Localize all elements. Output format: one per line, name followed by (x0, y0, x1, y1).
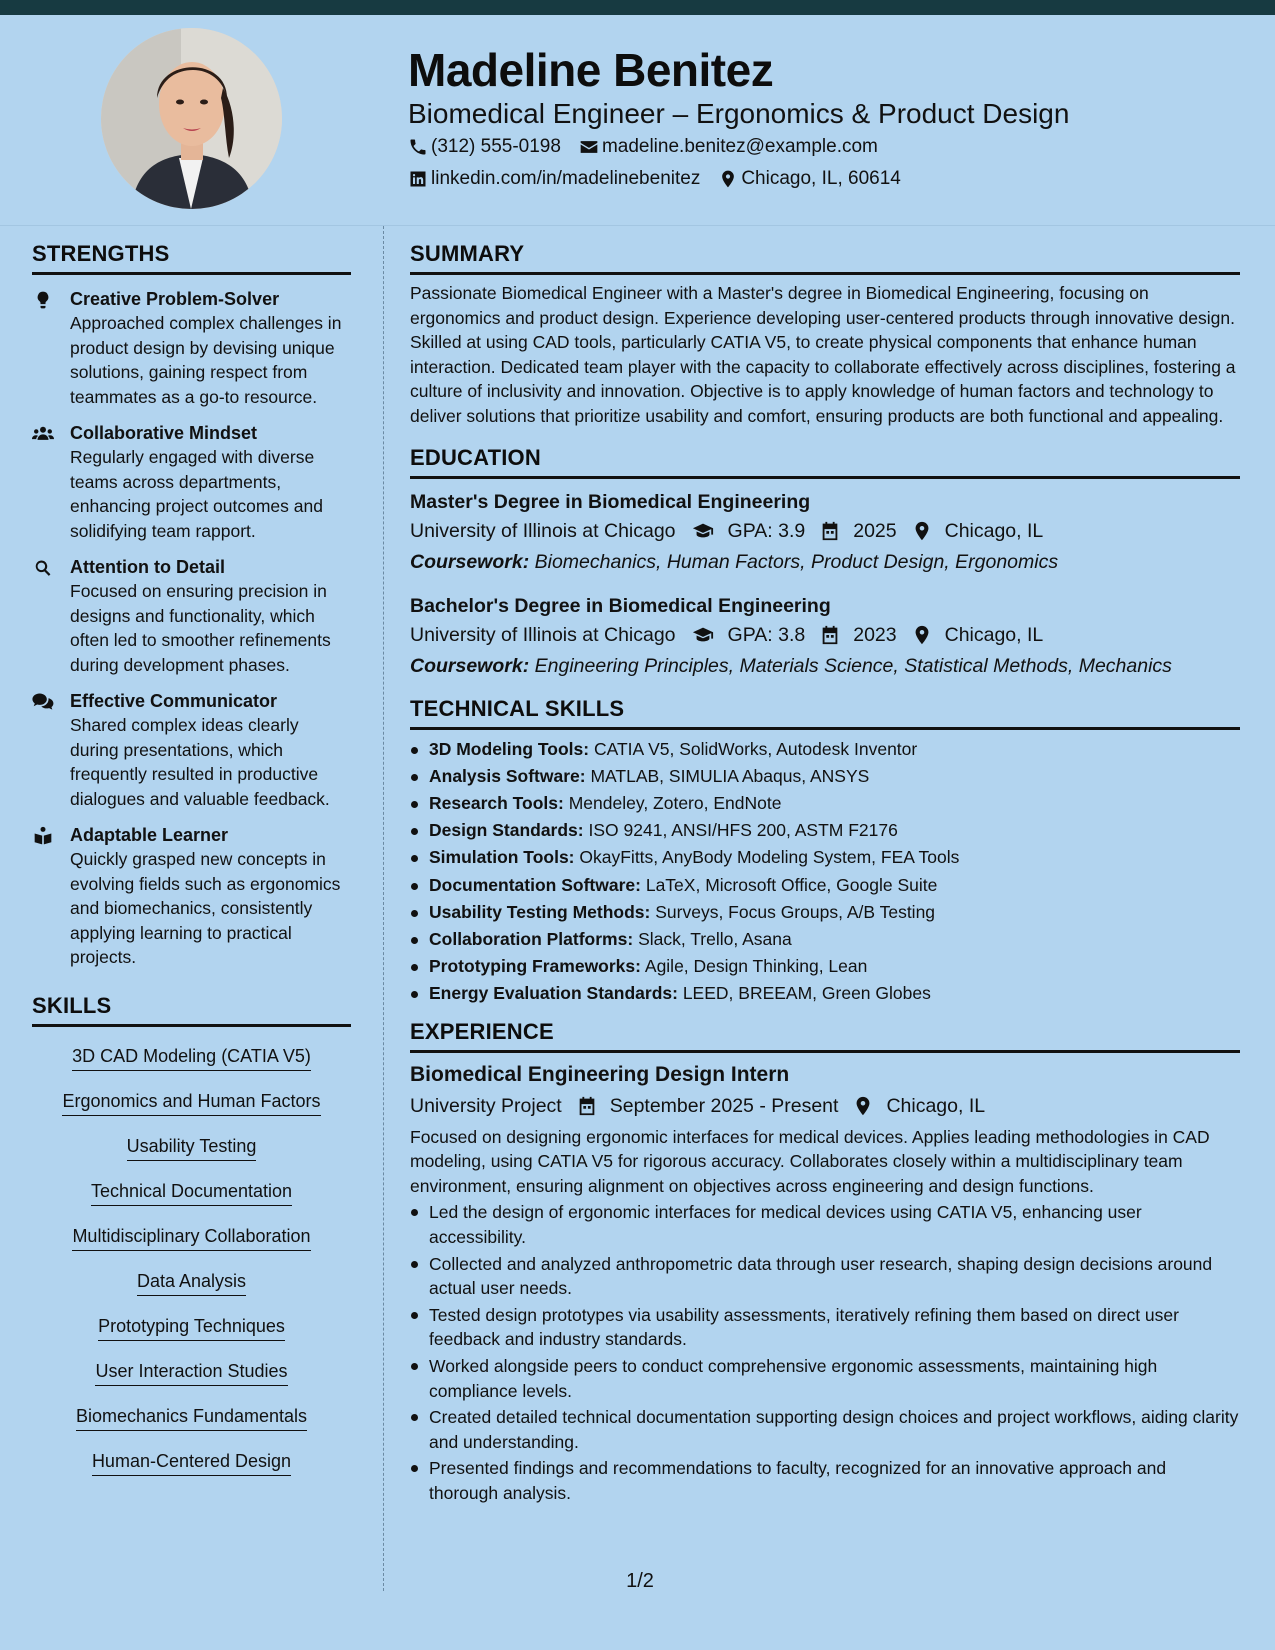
job-meta (410, 1089, 1240, 1123)
location-text: Chicago, IL, 60614 (741, 168, 901, 189)
calendar-icon (819, 624, 841, 646)
tech-skill-value: Slack, Trello, Asana (638, 928, 792, 949)
calendar-icon (576, 1095, 598, 1117)
list-item: Collected and analyzed anthropometric data through user research, shaping design decisions around actual user needs. (410, 1252, 1240, 1301)
coursework-text: Engineering Principles, Materials Science, Statistical Methods, Mechanics (534, 654, 1172, 677)
tech-skill-label: Research Tools: (429, 792, 564, 813)
email-text: madeline.benitez@example.com (601, 136, 878, 157)
job-title: Biomedical Engineering Design Intern (410, 1062, 790, 1086)
skill-item: Data Analysis (137, 1268, 246, 1296)
strength-desc: Regularly engaged with diverse teams across departments, enhancing project outcomes and solidifying team rapport. (70, 447, 323, 541)
tech-skill-value: OkayFitts, AnyBody Modeling System, FEA Tools (579, 847, 960, 868)
skill-item: Ergonomics and Human Factors (62, 1088, 320, 1116)
skill-item: 3D CAD Modeling (CATIA V5) (72, 1043, 311, 1071)
list-item: Led the design of ergonomic interfaces for medical devices using CATIA V5, enhancing user accessibility. (410, 1200, 1240, 1249)
calendar-icon (819, 520, 841, 542)
tech-skill-label: Collaboration Platforms: (429, 928, 634, 949)
book-reader-icon (32, 826, 54, 846)
school-name: University of Illinois at Chicago (410, 519, 676, 542)
linkedin-icon (408, 169, 428, 189)
skill-item: User Interaction Studies (95, 1358, 287, 1386)
map-pin-icon (911, 624, 933, 646)
phone-text: (312) 555-0198 (431, 136, 561, 157)
strength-desc: Focused on ensuring precision in designs and functionality, which often led to smoother refinements during development phases. (70, 581, 331, 675)
tech-skill-label: Documentation Software: (429, 874, 641, 895)
tech-skill-label: 3D Modeling Tools: (429, 738, 590, 759)
graduation-year: 2025 (853, 519, 897, 542)
tech-skill-value: CATIA V5, SolidWorks, Autodesk Inventor (593, 738, 918, 759)
column-divider (383, 226, 384, 1591)
list-item (410, 926, 1240, 953)
skills-list (32, 1035, 351, 1485)
gpa-text: GPA: 3.8 (727, 623, 806, 646)
skill-item: Technical Documentation (91, 1178, 292, 1206)
strength-item (32, 421, 351, 543)
job-bullets (410, 1200, 1240, 1505)
education-meta (410, 515, 1240, 547)
job-dates: September 2025 - Present (609, 1094, 839, 1117)
education-meta (410, 619, 1240, 651)
experience-heading: EXPERIENCE (410, 1018, 1240, 1053)
linkedin-contact[interactable] (408, 163, 700, 195)
top-bar (0, 0, 1275, 15)
coursework-label: Coursework: (410, 654, 530, 677)
school-location: Chicago, IL (944, 623, 1044, 646)
users-icon (32, 424, 54, 444)
graduation-cap-icon (690, 520, 716, 542)
skill-item: Human-Centered Design (92, 1448, 291, 1476)
strength-desc: Approached complex challenges in product design by devising unique solutions, gaining respect from teammates as a go-to resource. (70, 313, 342, 407)
coursework-text: Biomechanics, Human Factors, Product Design, Ergonomics (534, 550, 1059, 573)
map-pin-icon (911, 520, 933, 542)
resume-header (0, 15, 1275, 226)
degree-title: Master's Degree in Biomedical Engineering (410, 490, 811, 513)
search-icon (32, 558, 54, 578)
skill-item: Biomechanics Fundamentals (76, 1403, 307, 1431)
page-number: 1/2 (626, 1570, 654, 1592)
strength-desc: Shared complex ideas clearly during presentations, which frequently resulted in productive dialogues and valuable feedback. (70, 715, 330, 809)
tech-skill-label: Simulation Tools: (429, 847, 575, 868)
skill-item: Usability Testing (127, 1133, 257, 1161)
strength-item (32, 555, 351, 677)
tech-skill-label: Usability Testing Methods: (429, 901, 651, 922)
strength-title: Attention to Detail (70, 557, 225, 577)
job-description: Focused on designing ergonomic interfaces for medical devices. Applies leading methodologies in CAD modeling, using CATIA V5 for rigorous accuracy. Collaborates closely within a multidisciplinary team environment, ensuring alignment on objectives across engineering and design functions. (410, 1126, 1210, 1196)
list-item: Presented findings and recommendations to faculty, recognized for an innovative approach and thorough analysis. (410, 1456, 1240, 1505)
phone-contact[interactable] (408, 131, 561, 163)
list-item (410, 980, 1240, 1007)
coursework (410, 547, 1240, 577)
list-item (410, 763, 1240, 790)
tech-skill-label: Prototyping Frameworks: (429, 956, 641, 977)
tech-skill-value: Mendeley, Zotero, EndNote (568, 792, 782, 813)
gpa-text: GPA: 3.9 (727, 519, 806, 542)
skill-item: Prototyping Techniques (98, 1313, 285, 1341)
strength-title: Collaborative Mindset (70, 423, 258, 443)
degree-title: Bachelor's Degree in Biomedical Engineering (410, 594, 831, 617)
graduation-cap-icon (690, 624, 716, 646)
tech-skill-label: Analysis Software: (429, 765, 586, 786)
strengths-heading: STRENGTHS (32, 240, 351, 275)
strength-item (32, 689, 351, 811)
list-item (410, 899, 1240, 926)
list-item: Worked alongside peers to conduct comprehensive ergonomic assessments, maintaining high compliance levels. (410, 1354, 1240, 1403)
list-item (410, 736, 1240, 763)
graduation-year: 2023 (853, 623, 897, 646)
strength-item (32, 287, 351, 409)
tech-skill-value: MATLAB, SIMULIA Abaqus, ANSYS (590, 765, 870, 786)
tech-skill-value: Surveys, Focus Groups, A/B Testing (655, 901, 936, 922)
coursework-label: Coursework: (410, 550, 530, 573)
tech-skill-value: LEED, BREEAM, Green Globes (682, 983, 931, 1004)
coursework (410, 651, 1240, 681)
education-heading: EDUCATION (410, 444, 1240, 479)
envelope-icon (579, 137, 599, 157)
list-item: Created detailed technical documentation supporting design choices and project workflows, aiding clarity and understanding. (410, 1405, 1240, 1454)
job-location: Chicago, IL (886, 1094, 986, 1117)
skills-heading: SKILLS (32, 992, 351, 1027)
email-contact[interactable] (579, 131, 878, 163)
skill-item: Multidisciplinary Collaboration (72, 1223, 310, 1251)
technical-skills-list (410, 736, 1240, 1008)
left-column (32, 240, 351, 1485)
school-location: Chicago, IL (944, 519, 1044, 542)
location-contact (718, 163, 901, 195)
linkedin-text: linkedin.com/in/madelinebenitez (431, 168, 701, 189)
list-item (410, 817, 1240, 844)
strength-title: Effective Communicator (70, 691, 278, 711)
map-pin-icon (718, 169, 738, 189)
summary-heading: SUMMARY (410, 240, 1240, 275)
technical-skills-heading: TECHNICAL SKILLS (410, 695, 1240, 730)
summary-text: Passionate Biomedical Engineer with a Master's degree in Biomedical Engineering, focusing on ergonomics and product design. Experience developing user-centered products through innovative design. Skilled at using CAD tools, particularly CATIA V5, to create physical components that enhance human interaction. Dedicated team player with the capacity to collaborate effectively across disciplines, fostering a culture of inclusivity and innovation. Objective is to apply knowledge of human factors and technology to deliver solutions that prioritize usability and comfort, ensuring products are both functional and appealing. (410, 283, 1236, 426)
comments-icon (32, 692, 54, 712)
tech-skill-value: ISO 9241, ANSI/HFS 200, ASTM F2176 (588, 820, 898, 841)
list-item (410, 844, 1240, 871)
strength-title: Adaptable Learner (70, 825, 229, 845)
profile-photo (101, 28, 282, 209)
candidate-title: Biomedical Engineer – Ergonomics & Product Design (408, 98, 1070, 129)
tech-skill-label: Design Standards: (429, 820, 584, 841)
right-column (410, 240, 1240, 1506)
strength-title: Creative Problem-Solver (70, 289, 280, 309)
tech-skill-value: Agile, Design Thinking, Lean (644, 956, 868, 977)
lightbulb-icon (32, 290, 54, 310)
list-item: Tested design prototypes via usability assessments, iteratively refining them based on direct user feedback and industry standards. (410, 1303, 1240, 1352)
list-item (410, 953, 1240, 980)
map-pin-icon (852, 1095, 874, 1117)
tech-skill-label: Energy Evaluation Standards: (429, 983, 678, 1004)
school-name: University of Illinois at Chicago (410, 623, 676, 646)
tech-skill-value: LaTeX, Microsoft Office, Google Suite (645, 874, 938, 895)
strength-item (32, 823, 351, 970)
strength-desc: Quickly grasped new concepts in evolving fields such as ergonomics and biomechanics, consistently applying learning to practical projects. (70, 849, 341, 967)
job-org: University Project (410, 1094, 562, 1117)
list-item (410, 872, 1240, 899)
phone-icon (408, 137, 428, 157)
candidate-name: Madeline Benitez (408, 44, 774, 96)
list-item (410, 790, 1240, 817)
